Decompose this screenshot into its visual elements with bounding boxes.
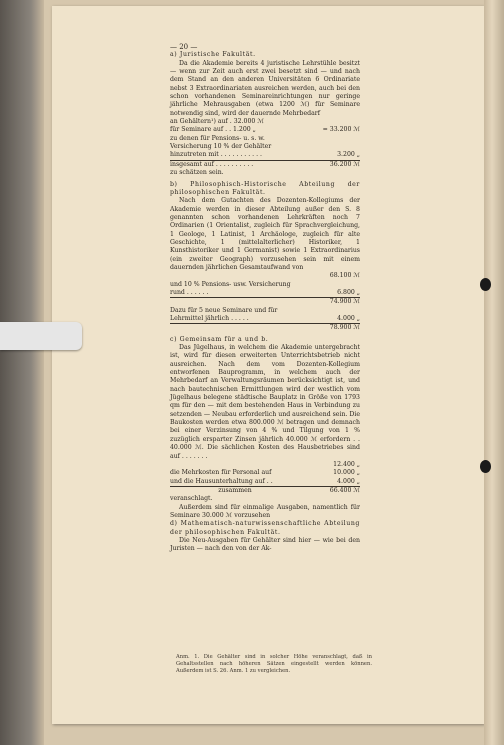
insurance-row: zu denen für Pensions- u. s. w. Versicherung 10 % der Gehälter hinzutreten mit . . . . . . . . . . . 3.200 „ (170, 134, 360, 159)
section-b-amount-row: 68.100 ℳ (329, 272, 360, 280)
page-number: — 20 — (170, 43, 198, 51)
section-c-tail: veranschlagt. (170, 495, 213, 503)
section-a-heading: a) Juristische Fakultät. (170, 51, 256, 59)
book-spine-left (0, 0, 44, 745)
page-content (170, 43, 360, 554)
total-amount: 36.200 ℳ (329, 160, 360, 168)
section-b-sum2-row: 78.900 ℳ (170, 323, 360, 332)
personnel-row: die Mehrkosten für Personal auf 10.000 „ (170, 469, 360, 477)
book-edge-right (484, 0, 504, 745)
binding-hole (480, 460, 491, 473)
section-c-paragraph: Das Jügelhaus, in welchem die Akademie untergebracht ist, wird für diesen erweiterten Unterrichtsbetrieb nicht ausreichen. Nach dem vom Dozenten-Kollegium entworfenen Bauprogramm, in welchem auch der Mehrbedarf an Verwaltungsräumen berücksichtigt ist, und nach bautechnischen Ermittlungen wird der westlich vom Jügelhaus belegene städtische Bauplatz in Größe von 1793 qm für den — mit dem bestehenden Haus in Verbindung zu setzenden — Neubau erforderlich und ausreichend sein. Die Baukosten werden etwa 800.000 ℳ betragen und demnach bei einer Verzinsung von 4 % und Tilgung von 1 % zuzüglich ersparter Zinsen jährlich 40.000 ℳ erfordern . . 40.000 ℳ. Die sächlichen Kosten des Hausbetriebes sind auf . . . . . . . (170, 344, 360, 460)
seminar-row: für Seminare auf . . 1.200 „ (170, 126, 256, 134)
binding-hole (480, 278, 491, 291)
section-b-paragraph: Nach dem Gutachten des Dozenten-Kollegiums der Akademie werden in dieser Abteilung außer den S. 8 genannten schon vorhandenen Lehrkräften noch 7 Ordinarien (1 Orientalist, zugleich für Sprachvergleichung, 1 Geologe, 1 Latinist, 1 Archäologe, zugleich für alte Geschichte, 1 (mittelalterlicher) Historiker, 1 Kunsthistoriker und 1 Germanist) sowie 1 Extraordinarius (ein zweiter Geograph) vorzusehen sein mit einem dauernden jährlichen Gesamtaufwand von (170, 197, 360, 271)
section-c-sum-row: zusammen 66.400 ℳ (170, 486, 360, 495)
salary-seminar-sum: = 33.200 ℳ (322, 126, 360, 134)
insurance-amount: 3.200 „ (337, 151, 360, 159)
section-b-heading: b) Philosophisch-Historische Abteilung der philosophischen Fakultät. (170, 180, 360, 196)
maintenance-row: und die Hausunterhaltung auf . . 4.000 „ (170, 477, 360, 485)
section-c-extra: Außerdem sind für einmalige Ausgaben, namentlich für Seminare 30.000 ℳ vorzusehen (170, 503, 360, 519)
house-operation-row: 12.400 „ (333, 460, 360, 468)
section-a-tail: zu schätzen sein. (170, 169, 224, 177)
section-a-salary-block (170, 118, 360, 135)
page-marker-tab (0, 322, 82, 350)
section-a-paragraph: Da die Akademie bereits 4 juristische Lehrstühle besitzt — wenn zur Zeit auch erst zwei besetzt sind — und nach dem Stand an den anderen Universitäten 6 Ordinariate nebst 3 Extraordinariaten ausreichen werden, auch bei den schon vorhandenen Seminareinrichtungen nur geringe jährliche Mehrausgaben (etwa 1200 ℳ) für Seminare notwendig sind, wird der dauernde Mehrbedarf (170, 59, 360, 117)
section-d-heading: d) Mathematisch-naturwissenschaftliche Abteilung der philosophischen Fakultät. (170, 520, 360, 536)
footnote: Anm. 1. Die Gehälter sind in solcher Höhe veranschlagt, daß in Gehaltsstellen nach höheren Sätzen eingestellt werden können. Außerdem ist S. 26. Anm. 1 zu vergleichen. (176, 654, 372, 674)
total-row: insgesamt auf . . . . . . . . . . 36.200 ℳ (170, 160, 360, 168)
section-d-paragraph: Die Neu-Ausgaben für Gehälter sind hier — wie bei den Juristen — nach den von der Ak- (170, 536, 360, 553)
salary-row: an Gehältern¹) auf . 32.000 ℳ (170, 118, 264, 126)
section-b-insurance-row: und 10 % Pensions- usw. Versicherung rund . . . . . . 6.800 „ (170, 280, 360, 296)
section-c-heading: c) Gemeinsam für a und b. (170, 335, 269, 343)
section-b-seminar-row: Dazu für 5 neue Seminare und für Lehrmittel jährlich . . . . . 4.000 „ (170, 306, 360, 322)
section-b-sum1-row: 74.900 ℳ (170, 297, 360, 306)
